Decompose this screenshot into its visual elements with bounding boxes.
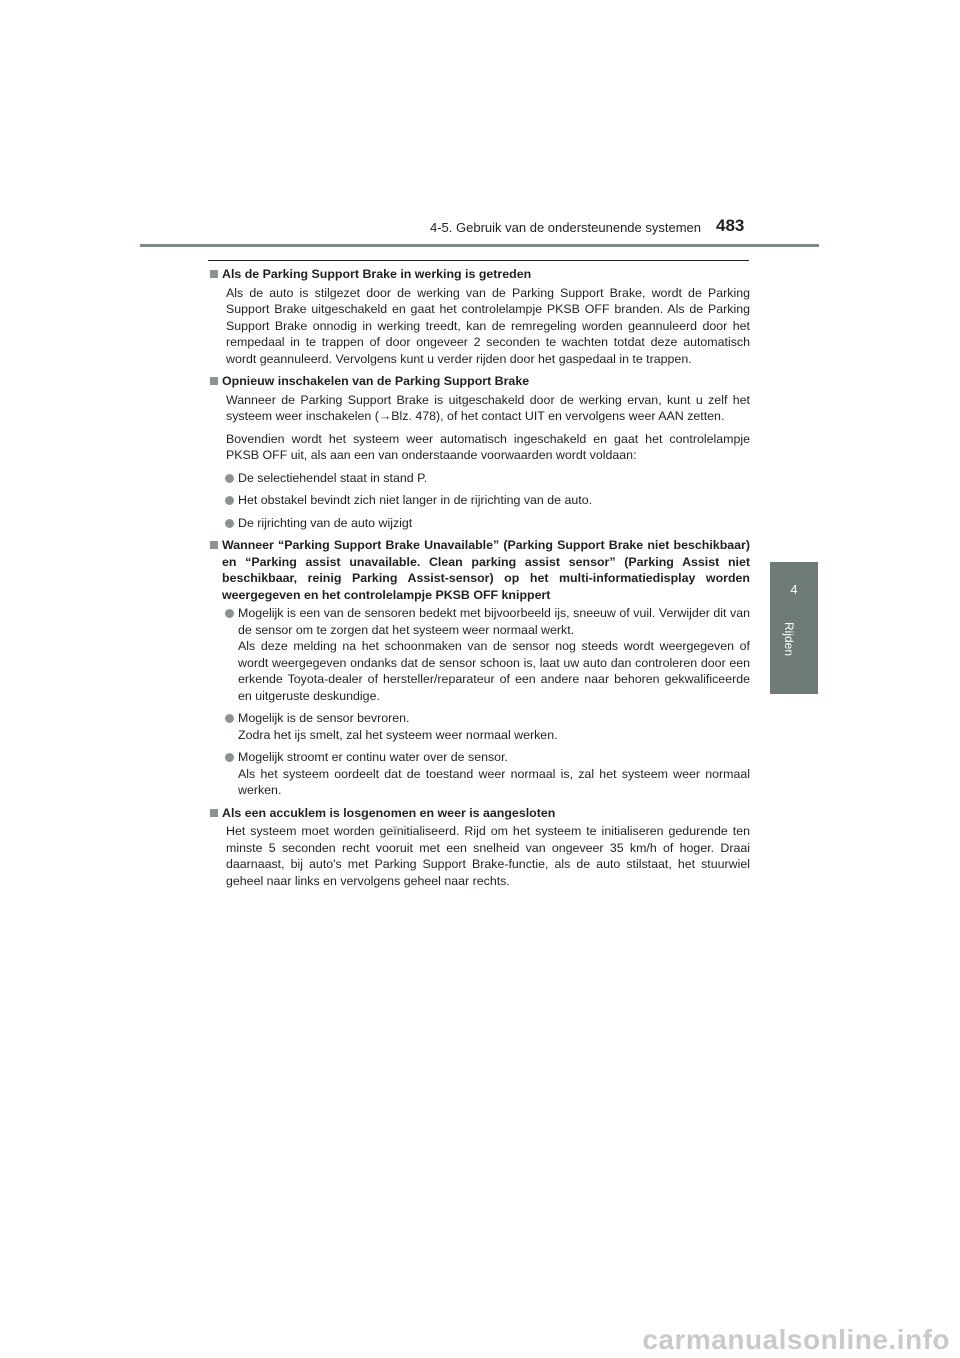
square-bullet-icon — [210, 270, 218, 278]
list-item-text: Mogelijk is de sensor bevroren. Zodra het ijs smelt, zal het systeem weer normaal werken. — [238, 711, 558, 742]
square-bullet-icon — [210, 809, 218, 817]
round-bullet-icon — [225, 753, 234, 762]
list-item — [210, 710, 750, 743]
list-item — [210, 470, 750, 487]
chapter-label: Rijden — [782, 622, 796, 657]
list-item-text: De selectiehendel staat in stand P. — [238, 470, 428, 485]
list-item-text: Mogelijk stroomt er continu water over de sensor. Als het systeem oordeelt dat de toestand weer normaal is, zal het systeem weer normaal werken. — [238, 750, 750, 797]
round-bullet-icon — [225, 474, 234, 483]
list-item — [210, 749, 750, 799]
round-bullet-icon — [225, 609, 234, 618]
page-content — [210, 266, 750, 895]
square-bullet-icon — [210, 541, 218, 549]
round-bullet-icon — [225, 714, 234, 723]
section-paragraph: Wanneer de Parking Support Brake is uitgeschakeld door de werking ervan, kunt u zelf het systeem weer inschakelen (→Blz. 478), of het contact UIT en vervolgens weer AAN zetten. — [226, 392, 750, 423]
section — [210, 805, 750, 890]
list-item — [210, 492, 750, 509]
section-heading-text: Als de Parking Support Brake in werking is getreden — [222, 267, 532, 281]
page-number: 483 — [716, 216, 745, 235]
section-heading — [210, 373, 750, 390]
list-item — [210, 515, 750, 532]
section-paragraph: Bovendien wordt het systeem weer automatisch ingeschakeld en gaat het controlelampje PKSB OFF uit, als aan een van onderstaande voorwaarden wordt voldaan: — [226, 431, 750, 462]
section-heading-text: Opnieuw inschakelen van de Parking Support Brake — [222, 374, 530, 388]
section — [210, 537, 750, 799]
section-paragraph: Als de auto is stilgezet door de werking van de Parking Support Brake, wordt de Parking Support Brake uitgeschakeld en gaat het controlelampje PKSB OFF branden. Als de Parking Support Brake onnodig in werking treedt, kan de remregeling worden geannuleerd door het rempedaal in te trappen of door ongeveer 2 seconden te wachten totdat deze automatisch wordt geannuleerd. Vervolgens kunt u verder rijden door het gaspedaal in te trappen. — [226, 285, 750, 366]
chapter-side-tab[interactable] — [770, 562, 818, 694]
section-heading-text: Als een accuklem is losgenomen en weer is aangesloten — [222, 805, 556, 820]
list-item-text: Mogelijk is een van de sensoren bedekt met bijvoorbeeld ijs, sneeuw of vuil. Verwijder dit van de sensor om te zorgen dat het systeem weer normaal werkt. Als deze melding na het schoonmaken van de sensor nog steeds wordt weergegeven of wordt weergegeven ondanks dat de sensor schoon is, laat uw auto dan controleren door een erkende Toyota-dealer of hersteller/reparateur of een andere naar behoren gekwalificeerde en uitgeruste deskundige. — [238, 606, 750, 703]
list-item-text: De rijrichting van de auto wijzigt — [238, 515, 413, 530]
section — [210, 373, 750, 531]
section-heading-text: Wanneer “Parking Support Brake Unavailable” (Parking Support Brake niet beschikbaar) en “Parking assist unavailable. Clean parking assist sensor” (Parking Assist niet beschikbaar, reinig Parking Assist-sensor) op het multi-informatiedisplay worden weergegeven en het controlelampje PKSB OFF knippert — [222, 538, 750, 602]
list-item — [210, 605, 750, 704]
section — [210, 266, 750, 367]
chapter-number: 4 — [790, 582, 798, 597]
section-heading — [210, 266, 750, 283]
section-paragraph: Het systeem moet worden geïnitialiseerd. Rijd om het systeem te initialiseren gedurende ten minste 5 seconden recht vooruit met een snelheid van ongeveer 35 km/h of hoger. Draai daarnaast, bij auto's met Parking Support Brake-functie, als de auto stilstaat, het stuurwiel geheel naar links en vervolgens geheel naar rechts. — [226, 824, 750, 888]
header-rule — [140, 244, 819, 247]
round-bullet-icon — [225, 519, 234, 528]
section-heading — [210, 537, 750, 603]
watermark: carmanualsonline.info — [642, 1324, 950, 1355]
list-item-text: Het obstakel bevindt zich niet langer in de rijrichting van de auto. — [238, 493, 593, 507]
section-heading — [210, 805, 750, 822]
section-rule — [208, 260, 749, 261]
header-title: 4-5. Gebruik van de ondersteunende systemen — [430, 220, 702, 235]
round-bullet-icon — [225, 496, 234, 505]
square-bullet-icon — [210, 377, 218, 385]
